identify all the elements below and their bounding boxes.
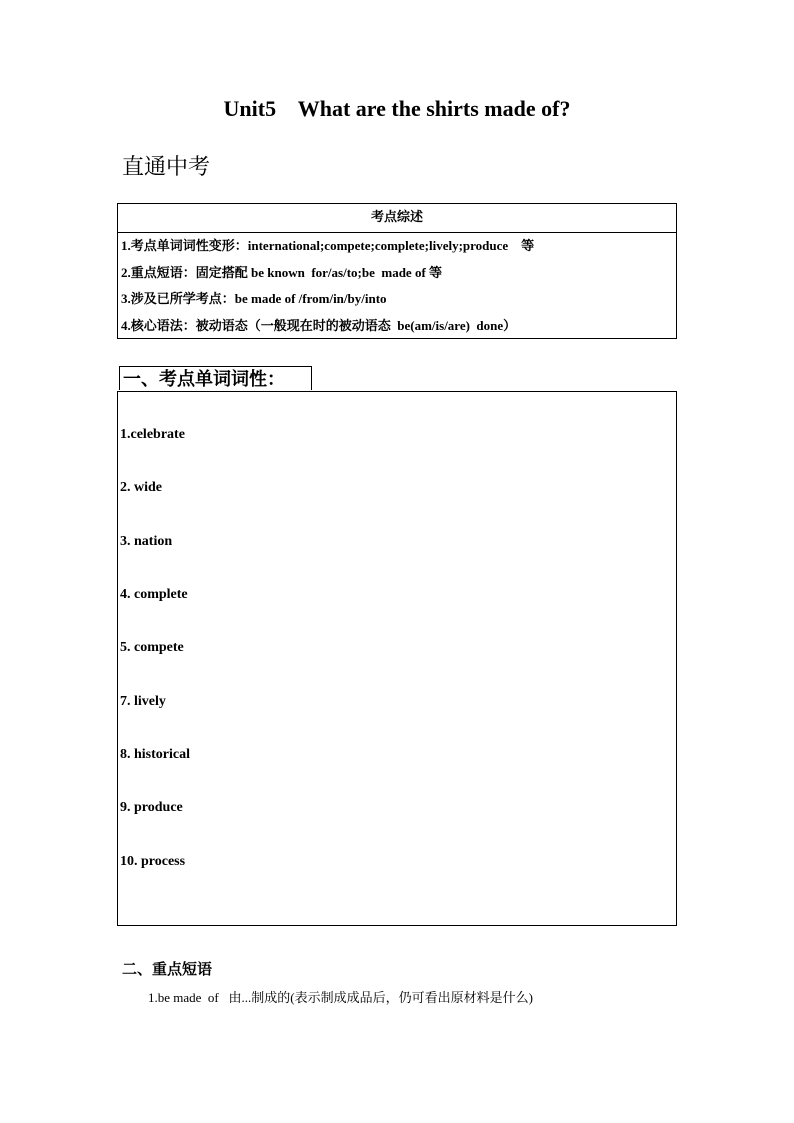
vocab-item: 9. produce (120, 800, 183, 815)
section-heading: 直通中考 (122, 155, 211, 180)
vocab-item: 7. lively (120, 694, 166, 709)
vocab-item: 10. process (120, 854, 186, 869)
vocab-item: 4. complete (120, 587, 188, 602)
vocab-item: 3. nation (120, 534, 173, 549)
vocab-item: 2. wide (120, 480, 162, 495)
page-title: Unit5 What are the shirts made of? (223, 96, 571, 121)
summary-header: 考点综述 (118, 204, 676, 233)
phrases-heading: 二、重点短语 (122, 960, 213, 978)
phrase-line-1: 1.be made of 由...制成的(表示制成成品后，仍可看出原材料是什么) (148, 990, 533, 1005)
vocab-item: 5. compete (120, 640, 184, 655)
vocab-item: 8. historical (120, 747, 190, 762)
vocab-box (117, 391, 677, 926)
summary-line-2: 2.重点短语：固定搭配 be known for/as/to;be made of 等 (121, 264, 443, 280)
summary-table (117, 203, 677, 339)
summary-line-3: 3.涉及已所学考点：be made of /from/in/by/into (121, 291, 387, 306)
summary-line-1: 1.考点单词词性变形：international;compete;complete;lively;produce 等 (121, 238, 535, 253)
summary-line-4: 4.核心语法：被动语态（一般现在时的被动语态 be(am/is/are) done） (121, 317, 517, 333)
vocab-item: 1.celebrate (120, 427, 185, 442)
vocab-heading: 一、考点单词词性： (119, 366, 312, 390)
